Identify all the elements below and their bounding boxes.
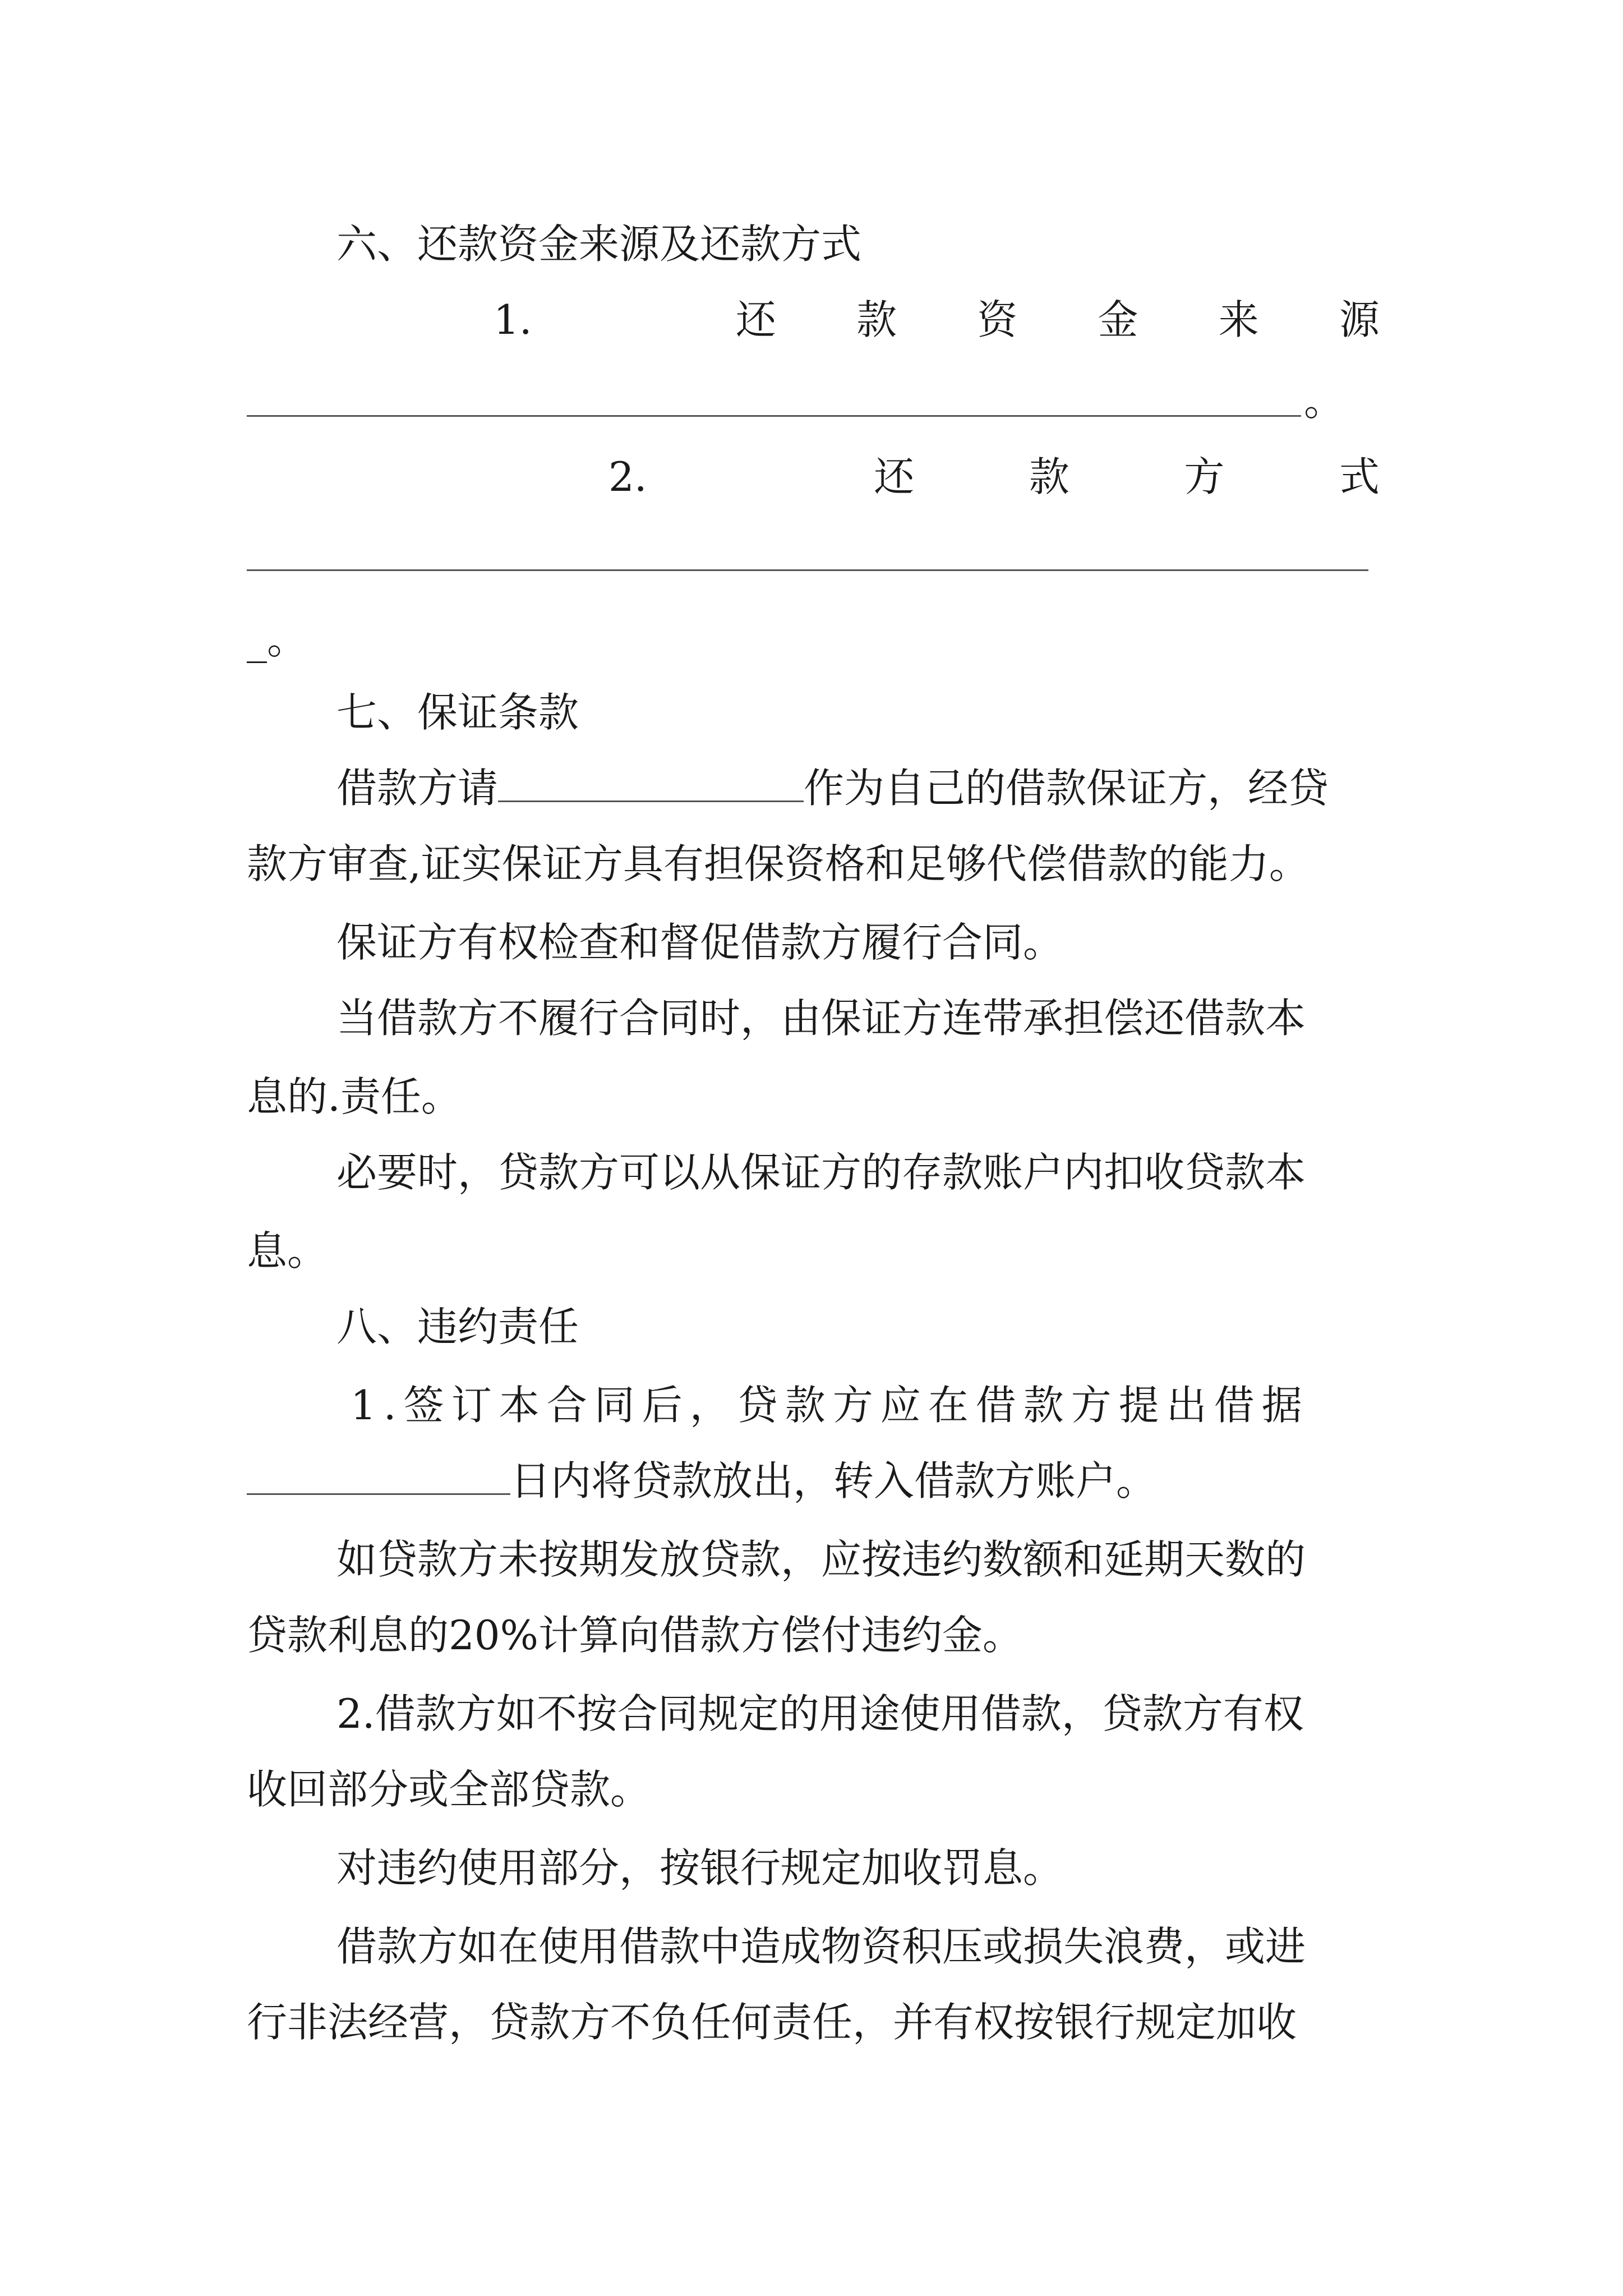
section-6-heading: 六、还款资金来源及还款方式 xyxy=(336,220,862,268)
days-suffix: 日内将贷款放出，转入借款方账户。 xyxy=(510,1457,1157,1504)
item-1-char: 资 xyxy=(977,296,1018,343)
section-8-paragraph-1: 1.签订本合同后，贷款方应在借款方提出借据 xyxy=(351,1382,1310,1429)
item-1-char: 还 xyxy=(735,296,776,343)
item-1-char: 金 xyxy=(1098,296,1138,343)
section-7-heading: 七、保证条款 xyxy=(336,689,579,736)
item-2-fill-blank[interactable] xyxy=(247,569,1368,571)
item-2-char: 方 xyxy=(1184,453,1225,500)
item-1-number: 1. xyxy=(494,296,532,343)
section-8-paragraph-5: 借款方如在使用借款中造成物资积压或损失浪费，或进 xyxy=(336,1923,1306,1970)
days-blank[interactable] xyxy=(247,1458,510,1495)
section-8-paragraph-4: 对违约使用部分，按银行规定加收罚息。 xyxy=(336,1844,1064,1892)
section-8-paragraph-5-line-2: 行非法经营，贷款方不负任何责任，并有权按银行规定加收 xyxy=(247,1999,1297,2046)
item-2-char: 款 xyxy=(1029,453,1069,500)
section-6-item-1 xyxy=(494,292,1380,348)
item-1-char: 源 xyxy=(1339,296,1380,343)
section-7-paragraph-4-line-2: 息。 xyxy=(247,1227,328,1274)
section-8-paragraph-1-line-2 xyxy=(247,1453,1156,1509)
section-8-paragraph-3-line-2: 收回部分或全部贷款。 xyxy=(247,1766,651,1813)
section-7-paragraph-2: 保证方有权检查和督促借款方履行合同。 xyxy=(336,919,1064,966)
item-1-fill-blank[interactable] xyxy=(247,415,1301,417)
item-1-char: 款 xyxy=(856,296,897,343)
guarantor-suffix: 作为自己的借款保证方，经贷 xyxy=(804,765,1329,812)
section-8-paragraph-2-line-2: 贷款利息的20%计算向借款方偿付违约金。 xyxy=(247,1612,1023,1659)
guarantor-prefix: 借款方请 xyxy=(336,765,499,812)
item-2-char: 式 xyxy=(1339,453,1380,500)
item-1-char: 来 xyxy=(1218,296,1259,343)
section-7-paragraph-4: 必要时，贷款方可以从保证方的存款账户内扣收贷款本 xyxy=(336,1149,1306,1196)
section-7-paragraph-3: 当借款方不履行合同时，由保证方连带承担偿还借款本 xyxy=(336,995,1306,1042)
section-6-item-2 xyxy=(608,449,1380,505)
section-7-paragraph-1 xyxy=(336,760,1329,816)
item-2-period: _。 xyxy=(247,616,308,663)
section-8-paragraph-3: 2.借款方如不按合同规定的用途使用借款，贷款方有权 xyxy=(336,1690,1304,1737)
guarantor-name-blank[interactable] xyxy=(498,766,804,802)
section-7-paragraph-1-line-2: 款方审查,证实保证方具有担保资格和足够代偿借款的能力。 xyxy=(247,840,1310,887)
section-7-paragraph-3-line-2: 息的.责任。 xyxy=(247,1073,462,1120)
item-2-char: 还 xyxy=(874,453,915,500)
section-8-paragraph-2: 如贷款方未按期发放贷款，应按违约数额和延期天数的 xyxy=(336,1536,1306,1583)
item-1-period: 。 xyxy=(1304,378,1345,425)
item-2-number: 2. xyxy=(608,453,647,500)
section-8-heading: 八、违约责任 xyxy=(336,1303,579,1350)
